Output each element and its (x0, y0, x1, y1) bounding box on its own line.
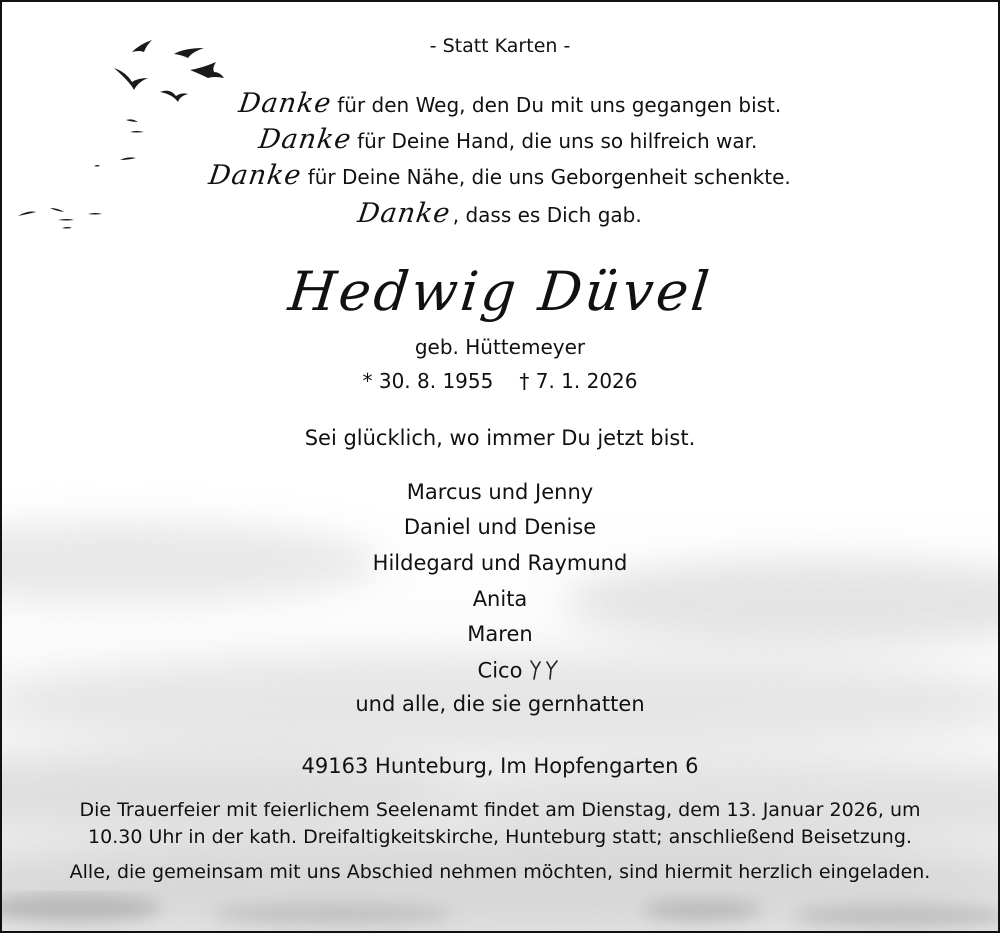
mourner-name: und alle, die sie gernhatten (355, 692, 645, 716)
address (2, 754, 998, 778)
mourner-1 (2, 480, 998, 504)
mourner-name: Cico (477, 658, 523, 683)
mourner-name: Anita (472, 587, 528, 611)
poem-line-text: für den Weg, den Du mit uns gegangen bist. (337, 93, 782, 117)
birth-date: * 30. 8. 1955 (362, 369, 494, 393)
mourner-name: Maren (467, 622, 533, 646)
statt-karten-text: - Statt Karten - (429, 35, 571, 57)
mourner-6 (22, 657, 1000, 686)
mourner-5 (2, 622, 998, 646)
invitation-line (2, 861, 998, 883)
mourner-4 (2, 587, 998, 611)
poem-danke-word: Danke (207, 160, 304, 191)
motto-text: Sei glücklich, wo immer Du jetzt bist. (304, 426, 696, 450)
statt-karten-label (2, 35, 998, 57)
deceased-name-text: Hedwig Düvel (285, 260, 715, 323)
birth-name-text: geb. Hüttemeyer (414, 335, 586, 359)
mourner-name: Hildegard und Raymund (372, 551, 628, 575)
poem-line-text: für Deine Hand, die uns so hilfreich war. (357, 129, 758, 153)
life-dates (2, 369, 998, 393)
poem-line-text: , dass es Dich gab. (452, 203, 642, 227)
invitation-text: Alle, die gemeinsam mit uns Abschied nehmen möchten, sind hiermit herzlich eingeladen. (69, 861, 931, 883)
mourner-7 (2, 692, 998, 716)
poem-line-1 (12, 88, 1000, 119)
poem-line-text: für Deine Nähe, die uns Geborgenheit schenkte. (307, 165, 791, 189)
mourner-2 (2, 515, 998, 539)
ceremony-line-1 (2, 799, 998, 821)
mourner-name: Marcus und Jenny (406, 480, 594, 504)
poem-line-3 (2, 160, 998, 191)
death-date: † 7. 1. 2026 (519, 369, 638, 393)
obituary-text (2, 2, 998, 931)
ceremony-line-2 (2, 826, 998, 848)
birth-name (2, 335, 998, 359)
poem-danke-word: Danke (356, 198, 453, 229)
poem-danke-word: Danke (236, 88, 334, 119)
deceased-name (2, 260, 998, 323)
ceremony-text: Die Trauerfeier mit feierlichem Seelenamt findet am Dienstag, dem 13. Januar 2026, um (79, 799, 921, 821)
motto (2, 426, 998, 450)
paw-prints-icon (528, 657, 562, 686)
mourner-3 (2, 551, 998, 575)
poem-line-4 (2, 198, 998, 229)
ceremony-text: 10.30 Uhr in der kath. Dreifaltigkeitskirche, Hunteburg statt; anschließend Beisetzung. (88, 826, 912, 848)
mourner-name: Daniel und Denise (403, 515, 597, 539)
address-text: 49163 Hunteburg, Im Hopfengarten 6 (301, 754, 699, 778)
poem-danke-word: Danke (256, 124, 354, 155)
poem-line-2 (10, 124, 1000, 155)
